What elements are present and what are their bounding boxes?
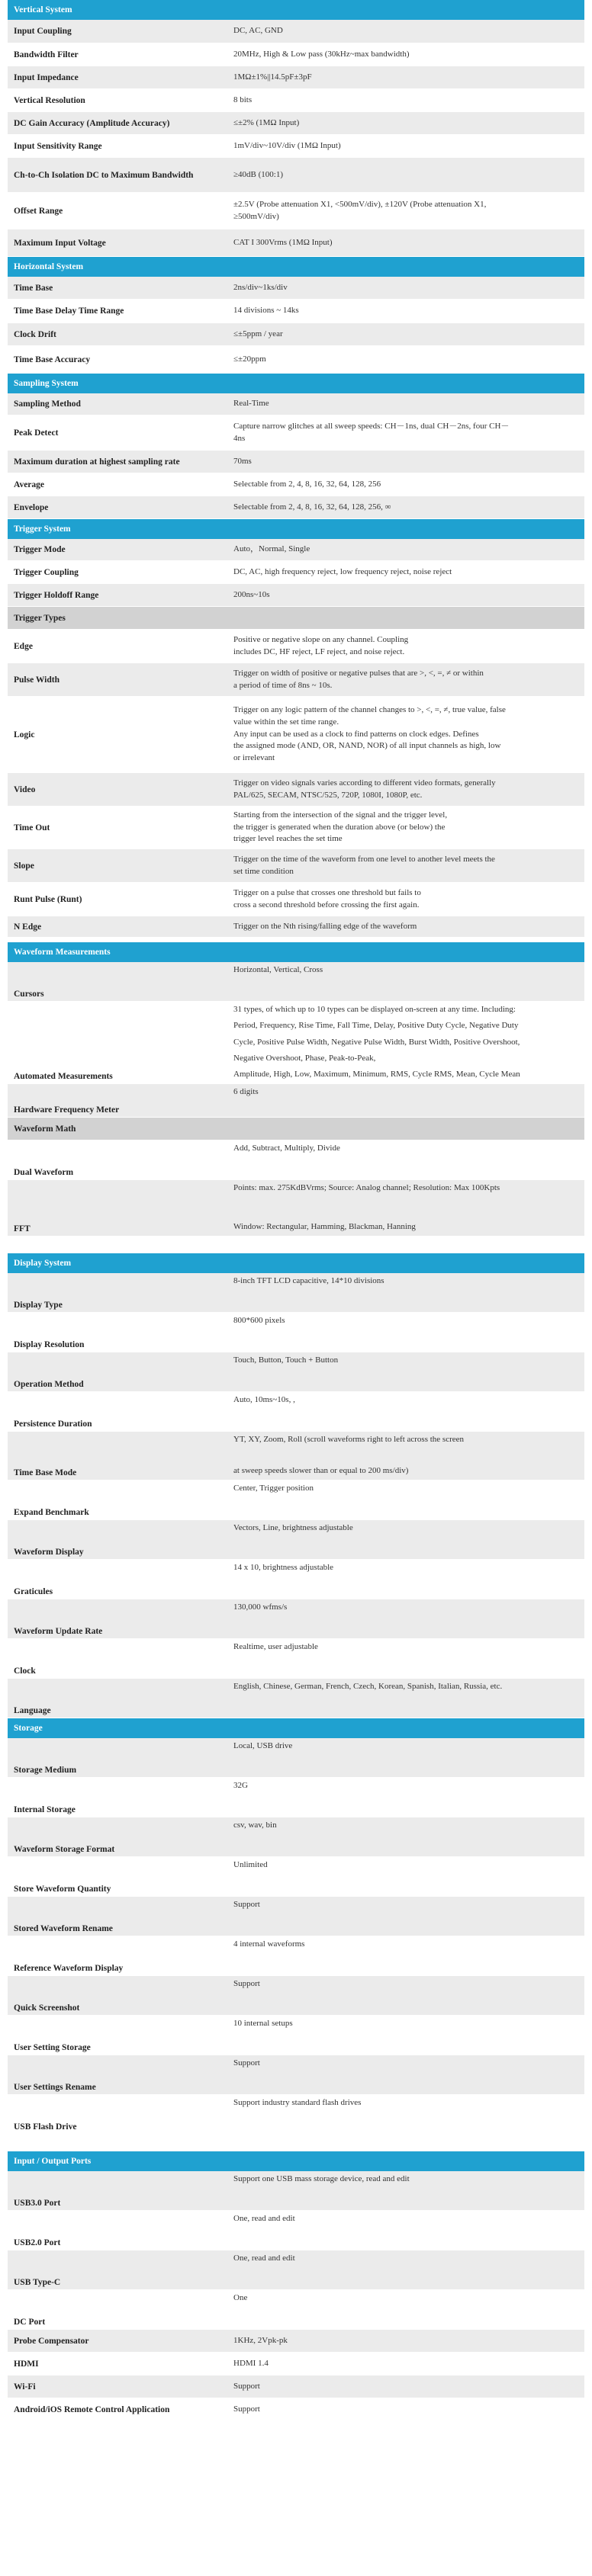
spec-value-line: ≤±20ppm xyxy=(233,354,266,364)
spec-value-line: 1mV/div~10V/div (1MΩ Input) xyxy=(233,140,341,150)
spec-label: Edge xyxy=(14,641,33,651)
spec-value xyxy=(230,300,584,322)
subsection-header xyxy=(8,1118,584,1140)
spec-value-line: 31 types, of which up to 10 types can be displayed on-screen at any time. Including: xyxy=(233,1005,516,1014)
spec-value-line: 70ms xyxy=(233,456,252,466)
spec-value xyxy=(230,2016,584,2055)
spec-label: Input Impedance xyxy=(14,72,79,82)
spec-label: Time Out xyxy=(14,823,50,832)
spec-value xyxy=(230,1273,584,1312)
spec-row xyxy=(8,277,584,300)
spec-value xyxy=(230,2211,584,2250)
spec-value-line: Support xyxy=(233,2404,260,2414)
spec-value-line: cross a second threshold before crossing the first again. xyxy=(233,900,420,909)
spec-value xyxy=(230,807,584,849)
specifications-table xyxy=(8,0,584,2421)
spec-label: Time Base Accuracy xyxy=(14,354,91,364)
spec-label: Video xyxy=(14,784,36,794)
spec-value-line: 32G xyxy=(233,1781,248,1790)
spec-label: Storage Medium xyxy=(14,1766,77,1775)
spec-value xyxy=(230,561,584,583)
spec-value xyxy=(230,883,584,916)
spec-row xyxy=(8,1273,584,1313)
spec-value-line: ≤±5ppm / year xyxy=(233,329,283,338)
spec-label: Dual Waveform xyxy=(14,1168,74,1177)
spec-value-line: the trigger is generated when the duration above (or below) the xyxy=(233,822,446,832)
spec-row xyxy=(8,849,584,883)
spec-value-line: the assigned mode (AND, OR, NAND, NOR) of all input channels as high, low xyxy=(233,741,501,751)
spec-value xyxy=(230,1599,584,1638)
spec-label: Clock xyxy=(14,1667,36,1676)
spec-row xyxy=(8,2398,584,2421)
spec-row xyxy=(8,2095,584,2135)
spec-value-line: Support xyxy=(233,1979,260,1988)
spec-value xyxy=(230,229,584,256)
spec-value-line: 10 internal setups xyxy=(233,2019,293,2028)
spec-label: Bandwidth Filter xyxy=(14,50,79,59)
spec-row xyxy=(8,2376,584,2398)
spec-value-line: Trigger on the time of the waveform from one level to another level meets the xyxy=(233,854,495,864)
spec-value xyxy=(230,1936,584,1975)
spec-label: Ch-to-Ch Isolation DC to Maximum Bandwidth xyxy=(14,170,194,180)
spec-value xyxy=(230,1817,584,1856)
spec-value-line: 4ns xyxy=(233,433,246,443)
spec-row xyxy=(8,539,584,561)
spec-label: Expand Benchmark xyxy=(14,1508,89,1517)
subsection-title: Trigger Types xyxy=(14,613,66,623)
spec-value xyxy=(230,539,584,560)
spec-value xyxy=(230,1432,584,1480)
spec-label: Cursors xyxy=(14,990,44,999)
spec-value xyxy=(230,1560,584,1599)
spec-row xyxy=(8,1778,584,1817)
section-header-sampling-system: Sampling System xyxy=(8,374,584,393)
spec-value-line: 800*600 pixels xyxy=(233,1316,285,1325)
spec-value-line: Capture narrow glitches at all sweep speeds: CH－1ns, dual CH－2ns, four CH－ xyxy=(233,421,510,431)
spec-value xyxy=(230,1352,584,1391)
spec-label: Average xyxy=(14,480,45,489)
spec-label: Time Base xyxy=(14,283,53,293)
spec-row xyxy=(8,2250,584,2290)
spec-value-line: value within the set time range. xyxy=(233,717,339,727)
spec-value xyxy=(230,663,584,696)
spec-value-line: ≤±2% (1MΩ Input) xyxy=(233,117,300,127)
spec-value-line: ±2.5V (Probe attenuation X1, <500mV/div), ±120V (Probe attenuation X1, xyxy=(233,199,487,209)
spec-label: Maximum Input Voltage xyxy=(14,238,106,248)
spec-value-line: DC, AC, GND xyxy=(233,26,283,36)
spec-value xyxy=(230,916,584,937)
spec-value-line: Cycle, Positive Pulse Width, Negative Pulse Width, Burst Width, Positive Overshoot, xyxy=(233,1037,520,1047)
spec-label: Trigger Holdoff Range xyxy=(14,590,99,600)
spec-value xyxy=(230,607,584,629)
spec-value-line: 8-inch TFT LCD capacitive, 14*10 divisions xyxy=(233,1276,384,1285)
spec-label: N Edge xyxy=(14,922,42,932)
spec-row xyxy=(8,1976,584,2016)
spec-value-line: 2ns/div~1ks/div xyxy=(233,282,288,292)
spec-row xyxy=(8,1560,584,1599)
spec-label: DC Port xyxy=(14,2318,46,2327)
spec-value-line: 8 bits xyxy=(233,95,253,104)
spec-label: Persistence Duration xyxy=(14,1420,92,1429)
spec-value-line: Trigger on width of positive or negative pulses that are >, <, =, ≠ or within xyxy=(233,668,484,678)
spec-label: Time Base Mode xyxy=(14,1468,77,1477)
spec-row xyxy=(8,1084,584,1118)
spec-value xyxy=(230,2376,584,2398)
spec-label: Display Resolution xyxy=(14,1340,85,1349)
section-header-horizontal-system: Horizontal System xyxy=(8,257,584,277)
spec-label: Display Type xyxy=(14,1301,63,1310)
spec-row xyxy=(8,158,584,193)
spec-row xyxy=(8,20,584,43)
spec-value xyxy=(230,1480,584,1519)
spec-value xyxy=(230,193,584,229)
spec-value xyxy=(230,2398,584,2420)
spec-value-line: Selectable from 2, 4, 8, 16, 32, 64, 128, 256 xyxy=(233,479,381,489)
spec-value-line: 6 digits xyxy=(233,1087,259,1096)
spec-value-line: Auto, 10ms~10s, , xyxy=(233,1395,295,1404)
spec-value xyxy=(230,89,584,111)
spec-row xyxy=(8,2353,584,2376)
spec-value-line: DC, AC, high frequency reject, low frequency reject, noise reject xyxy=(233,566,452,576)
spec-label: Android/iOS Remote Control Application xyxy=(14,2404,170,2414)
spec-label: Runt Pulse (Runt) xyxy=(14,894,82,904)
spec-value xyxy=(230,1520,584,1559)
spec-label: USB Flash Drive xyxy=(14,2122,77,2132)
spec-row xyxy=(8,1599,584,1639)
spec-value-line: a period of time of 8ns ~ 10s. xyxy=(233,680,333,690)
spec-label: Time Base Delay Time Range xyxy=(14,306,124,316)
spec-value-line: 4 internal waveforms xyxy=(233,1939,305,1949)
spec-value xyxy=(230,451,584,473)
spec-label: Envelope xyxy=(14,502,49,512)
spec-value xyxy=(230,1180,584,1236)
spec-value xyxy=(230,2171,584,2210)
spec-value-line: Any input can be used as a clock to find patterns on clock edges. Defines xyxy=(233,729,479,739)
spec-row xyxy=(8,2171,584,2211)
spec-row xyxy=(8,451,584,473)
spec-value-line: Center, Trigger position xyxy=(233,1484,314,1493)
spec-label: Vertical Resolution xyxy=(14,95,85,105)
spec-value xyxy=(230,1002,584,1083)
section-header-vertical-system: Vertical System xyxy=(8,0,584,20)
spec-value-line: Negative Overshoot, Phase, Peak-to-Peak, xyxy=(233,1054,376,1063)
spec-value xyxy=(230,1392,584,1431)
spec-value-line: PAL/625, SECAM, NTSC/525, 720P, 1080I, 1080P, etc. xyxy=(233,790,423,800)
spec-row xyxy=(8,584,584,607)
spec-row xyxy=(8,1936,584,1976)
spec-label: Language xyxy=(14,1706,51,1715)
spec-label: User Setting Storage xyxy=(14,2043,91,2052)
section-header-input-output-ports: Input / Output Ports xyxy=(8,2151,584,2171)
spec-label: Maximum duration at highest sampling rate xyxy=(14,457,180,467)
spec-label: Logic xyxy=(14,730,35,739)
spec-row xyxy=(8,962,584,1002)
spec-value-line: 1KHz, 2Vpk-pk xyxy=(233,2335,288,2345)
spec-row xyxy=(8,2330,584,2353)
spec-value-line: at sweep speeds slower than or equal to 200 ms/div) xyxy=(233,1466,409,1476)
spec-label: Clock Drift xyxy=(14,329,56,339)
spec-row xyxy=(8,916,584,938)
section-header-waveform-measurements: Waveform Measurements xyxy=(8,942,584,962)
spec-value-line: Support xyxy=(233,2058,260,2068)
spec-value-line: Starting from the intersection of the signal and the trigger level, xyxy=(233,810,448,820)
spec-value xyxy=(230,1313,584,1352)
spec-row xyxy=(8,473,584,496)
spec-value xyxy=(230,697,584,772)
spec-value xyxy=(230,962,584,1001)
spec-value-line: HDMI 1.4 xyxy=(233,2358,269,2368)
spec-row xyxy=(8,300,584,323)
spec-label: Hardware Frequency Meter xyxy=(14,1105,120,1115)
spec-value-line: ≥40dB (100:1) xyxy=(233,169,284,179)
spec-label: FFT xyxy=(14,1224,31,1233)
spec-row xyxy=(8,415,584,451)
spec-value-line: Selectable from 2, 4, 8, 16, 32, 64, 128, 256, ∞ xyxy=(233,502,391,512)
spec-label: Store Waveform Quantity xyxy=(14,1885,111,1894)
spec-label: Reference Waveform Display xyxy=(14,1964,124,1973)
spec-value xyxy=(230,1118,584,1140)
spec-value xyxy=(230,1857,584,1896)
spec-value-line: Local, USB drive xyxy=(233,1741,293,1750)
spec-label: Quick Screenshot xyxy=(14,2003,80,2013)
spec-row xyxy=(8,1738,584,1778)
spec-row xyxy=(8,2055,584,2095)
section-spacer xyxy=(8,1237,584,1253)
spec-value xyxy=(230,1976,584,2015)
spec-value-line: 200ns~10s xyxy=(233,589,270,599)
spec-value-line: YT, XY, Zoom, Roll (scroll waveforms right to left across the screen xyxy=(233,1435,465,1444)
spec-value xyxy=(230,496,584,518)
spec-value xyxy=(230,66,584,88)
spec-label: Pulse Width xyxy=(14,675,60,685)
spec-label: Automated Measurements xyxy=(14,1072,113,1081)
spec-row xyxy=(8,2290,584,2330)
spec-value-line: 14 divisions ~ 14ks xyxy=(233,306,299,316)
spec-value xyxy=(230,135,584,157)
spec-row xyxy=(8,663,584,697)
spec-row xyxy=(8,193,584,229)
spec-label: Peak Detect xyxy=(14,428,59,438)
spec-row xyxy=(8,66,584,89)
spec-label: User Settings Rename xyxy=(14,2083,96,2092)
spec-value xyxy=(230,473,584,496)
spec-value xyxy=(230,1140,584,1179)
spec-label: Trigger Mode xyxy=(14,545,66,554)
spec-row xyxy=(8,773,584,807)
spec-value xyxy=(230,43,584,66)
spec-value xyxy=(230,1897,584,1936)
spec-value-line: Support xyxy=(233,2381,260,2391)
spec-value-line: Real-Time xyxy=(233,399,269,409)
spec-value xyxy=(230,393,584,415)
spec-value-line: Trigger on the Nth rising/falling edge of the waveform xyxy=(233,921,417,931)
spec-row xyxy=(8,630,584,663)
spec-value xyxy=(230,112,584,134)
spec-label: Offset Range xyxy=(14,206,63,216)
section-header-storage: Storage xyxy=(8,1718,584,1738)
spec-row xyxy=(8,1480,584,1520)
spec-row xyxy=(8,2016,584,2055)
spec-row xyxy=(8,1432,584,1480)
spec-row xyxy=(8,1140,584,1180)
spec-value-line: Points: max. 275KdBVrms; Source: Analog channel; Resolution: Max 100Kpts xyxy=(233,1183,500,1192)
spec-value xyxy=(230,2353,584,2375)
spec-value-line: One, read and edit xyxy=(233,2254,295,2263)
spec-row xyxy=(8,1313,584,1352)
spec-value-line: Amplitude, High, Low, Maximum, Minimum, RMS, Cycle RMS, Mean, Cycle Mean xyxy=(233,1070,520,1079)
spec-value-line: Trigger on a pulse that crosses one threshold but fails to xyxy=(233,887,421,897)
spec-label: Internal Storage xyxy=(14,1805,76,1814)
spec-value-line: 1MΩ±1%||14.5pF±3pF xyxy=(233,72,312,82)
spec-value-line: Add, Subtract, Multiply, Divide xyxy=(233,1144,340,1153)
spec-value-line: 130,000 wfms/s xyxy=(233,1602,288,1612)
spec-value xyxy=(230,20,584,43)
spec-row xyxy=(8,323,584,346)
spec-value-line: One xyxy=(233,2293,248,2302)
spec-row xyxy=(8,1520,584,1560)
spec-value xyxy=(230,773,584,806)
spec-row xyxy=(8,393,584,415)
spec-row xyxy=(8,561,584,584)
spec-row xyxy=(8,1002,584,1084)
spec-value-line: 14 x 10, brightness adjustable xyxy=(233,1563,334,1572)
spec-value xyxy=(230,1639,584,1678)
spec-value-line: Horizontal, Vertical, Cross xyxy=(233,965,323,974)
spec-value-line: set time condition xyxy=(233,866,294,876)
spec-label: Graticules xyxy=(14,1587,53,1596)
spec-value xyxy=(230,1679,584,1718)
spec-label: DC Gain Accuracy (Amplitude Accuracy) xyxy=(14,118,170,128)
spec-row xyxy=(8,1679,584,1718)
spec-row xyxy=(8,1639,584,1679)
spec-label: Waveform Display xyxy=(14,1548,84,1557)
spec-value-line: Support one USB mass storage device, read and edit xyxy=(233,2174,410,2183)
spec-value xyxy=(230,1084,584,1117)
spec-value xyxy=(230,323,584,345)
spec-value xyxy=(230,415,584,450)
spec-value-line: One, read and edit xyxy=(233,2214,295,2223)
spec-row xyxy=(8,346,584,374)
spec-row xyxy=(8,1857,584,1897)
spec-label: Probe Compensator xyxy=(14,2336,89,2346)
spec-value-line: includes DC, HF reject, LF reject, and noise reject. xyxy=(233,646,405,656)
section-spacer xyxy=(8,2135,584,2151)
spec-label: Slope xyxy=(14,861,34,871)
subsection-header xyxy=(8,607,584,630)
spec-label: Stored Waveform Rename xyxy=(14,1924,113,1933)
spec-label: Input Sensitivity Range xyxy=(14,141,102,151)
spec-row xyxy=(8,135,584,158)
spec-value-line: CAT I 300Vrms (1MΩ Input) xyxy=(233,237,333,247)
spec-value-line: csv, wav, bin xyxy=(233,1821,277,1830)
spec-value xyxy=(230,630,584,662)
spec-value xyxy=(230,2330,584,2352)
spec-value xyxy=(230,158,584,192)
spec-label: USB2.0 Port xyxy=(14,2238,61,2247)
spec-value-line: Touch, Button, Touch + Button xyxy=(233,1355,339,1365)
spec-row xyxy=(8,807,584,849)
spec-row xyxy=(8,1180,584,1237)
spec-value-line: Support industry standard flash drives xyxy=(233,2098,362,2107)
spec-value-line: Period, Frequency, Rise Time, Fall Time, Delay, Positive Duty Cycle, Negative Duty xyxy=(233,1021,519,1031)
spec-row xyxy=(8,697,584,773)
spec-value-line: Positive or negative slope on any channel. Coupling xyxy=(233,634,409,644)
spec-row xyxy=(8,496,584,519)
spec-row xyxy=(8,883,584,916)
spec-value-line: Auto，Normal, Single xyxy=(233,544,310,554)
spec-label: Operation Method xyxy=(14,1380,84,1389)
spec-row xyxy=(8,1352,584,1392)
spec-value-line: 20MHz, High & Low pass (30kHz~max bandwidth) xyxy=(233,49,410,59)
spec-value xyxy=(230,2095,584,2134)
spec-value-line: Window: Rectangular, Hamming, Blackman, Hanning xyxy=(233,1222,416,1232)
spec-value-line: Unlimited xyxy=(233,1860,268,1869)
spec-label: Waveform Storage Format xyxy=(14,1845,115,1854)
spec-row xyxy=(8,2211,584,2250)
spec-label: Wi-Fi xyxy=(14,2382,36,2392)
section-header-display-system: Display System xyxy=(8,1253,584,1273)
spec-value-line: Support xyxy=(233,1900,260,1909)
spec-row xyxy=(8,112,584,135)
spec-label: USB Type-C xyxy=(14,2278,61,2287)
spec-value-line: English, Chinese, German, French, Czech, Korean, Spanish, Italian, Russia, etc. xyxy=(233,1682,503,1691)
spec-value-line: Trigger on any logic pattern of the channel changes to >, <, =, ≠, true value, false xyxy=(233,705,506,715)
spec-value xyxy=(230,1738,584,1777)
spec-label: USB3.0 Port xyxy=(14,2199,61,2208)
spec-value-line: Trigger on video signals varies according to different video formats, generally xyxy=(233,778,496,788)
spec-value-line: Realtime, user adjustable xyxy=(233,1642,318,1651)
spec-label: Sampling Method xyxy=(14,399,81,409)
spec-label: Waveform Update Rate xyxy=(14,1627,103,1636)
spec-value xyxy=(230,2055,584,2094)
spec-value xyxy=(230,584,584,606)
spec-row xyxy=(8,89,584,112)
spec-row xyxy=(8,43,584,66)
spec-value xyxy=(230,849,584,882)
spec-value xyxy=(230,2290,584,2329)
spec-label: HDMI xyxy=(14,2359,39,2369)
spec-row xyxy=(8,1897,584,1936)
spec-row xyxy=(8,229,584,257)
spec-value xyxy=(230,2250,584,2289)
spec-row xyxy=(8,1817,584,1857)
spec-value xyxy=(230,1778,584,1817)
subsection-title: Waveform Math xyxy=(14,1124,76,1134)
spec-value xyxy=(230,346,584,373)
section-header-trigger-system: Trigger System xyxy=(8,519,584,539)
spec-value-line: trigger level reaches the set time xyxy=(233,834,343,844)
spec-value-line: or irrelevant xyxy=(233,752,275,762)
spec-value-line: ≥500mV/div) xyxy=(233,211,279,221)
spec-label: Trigger Coupling xyxy=(14,567,79,577)
spec-row xyxy=(8,1392,584,1432)
spec-value-line: Vectors, Line, brightness adjustable xyxy=(233,1523,353,1532)
spec-value xyxy=(230,277,584,299)
spec-label: Input Coupling xyxy=(14,27,72,36)
